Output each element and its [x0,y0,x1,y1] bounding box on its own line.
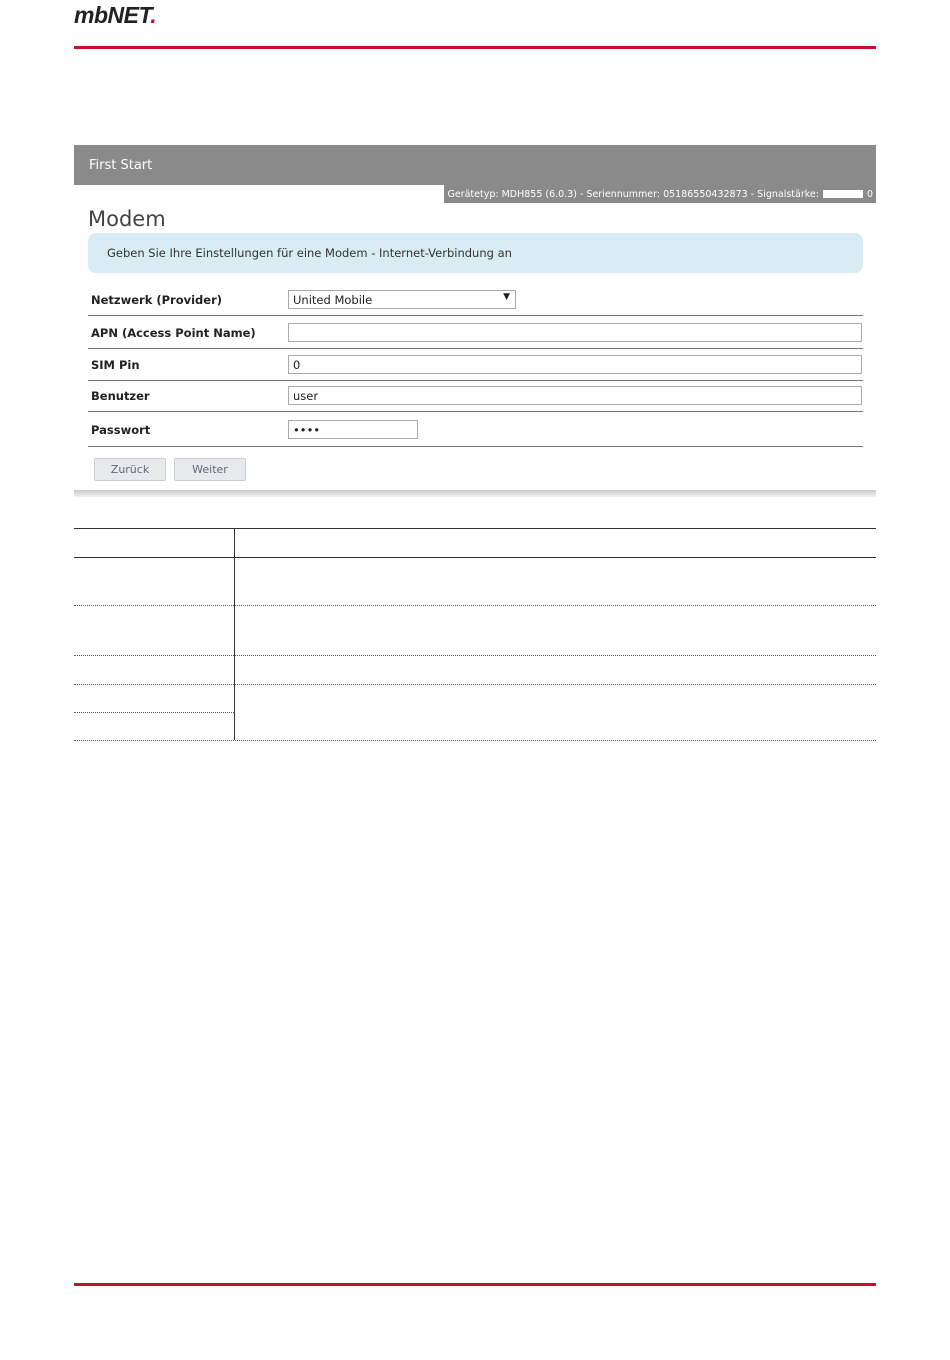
form-row-simpin [88,349,863,381]
panel-bottom-shadow [74,490,876,497]
signal-value: 0 [866,188,873,200]
panel-header [74,145,876,185]
footer-divider [74,1283,876,1286]
signal-strength-bar [823,190,863,198]
info-message-text: Geben Sie Ihre Einstellungen für eine Modem - Internet-Verbindung an [107,246,512,260]
user-label: Benutzer [91,388,150,403]
table-header-rule [74,557,876,558]
header-divider [74,46,876,49]
form-row-network [88,284,863,316]
password-label: Passwort [91,422,151,437]
device-info-bar [444,185,876,203]
apn-label: APN (Access Point Name) [91,325,256,340]
form-row-user [88,380,863,412]
password-input[interactable] [288,420,418,439]
panel-title: First Start [89,157,153,173]
table-column-divider [234,528,235,740]
mbnet-logo: mbNET. [74,2,157,28]
back-button[interactable]: Zurück [94,458,166,481]
table-row-rule [74,605,876,606]
table-row-rule [74,655,876,656]
simpin-label: SIM Pin [91,357,140,372]
form-row-password [88,413,863,447]
table-bottom-rule [74,740,876,741]
form-row-apn [88,317,863,349]
next-button[interactable]: Weiter [174,458,246,481]
apn-input[interactable] [288,323,862,342]
info-message [88,233,863,273]
device-info-text: Gerätetyp: MDH855 (6.0.3) - Seriennummer: 05186550432873 - Signalstärke: [447,188,819,200]
description-table [74,528,876,741]
network-label: Netzwerk (Provider) [91,292,223,307]
page-title: Modem [88,207,166,231]
network-select-value: United Mobile [293,292,373,307]
table-row-rule [74,684,876,685]
table-row-rule [74,712,234,713]
simpin-input[interactable] [288,355,862,374]
table-top-rule [74,528,876,529]
triangle-down-icon: ▼ [503,292,510,302]
user-input[interactable] [288,386,862,405]
network-select[interactable] [288,290,516,309]
